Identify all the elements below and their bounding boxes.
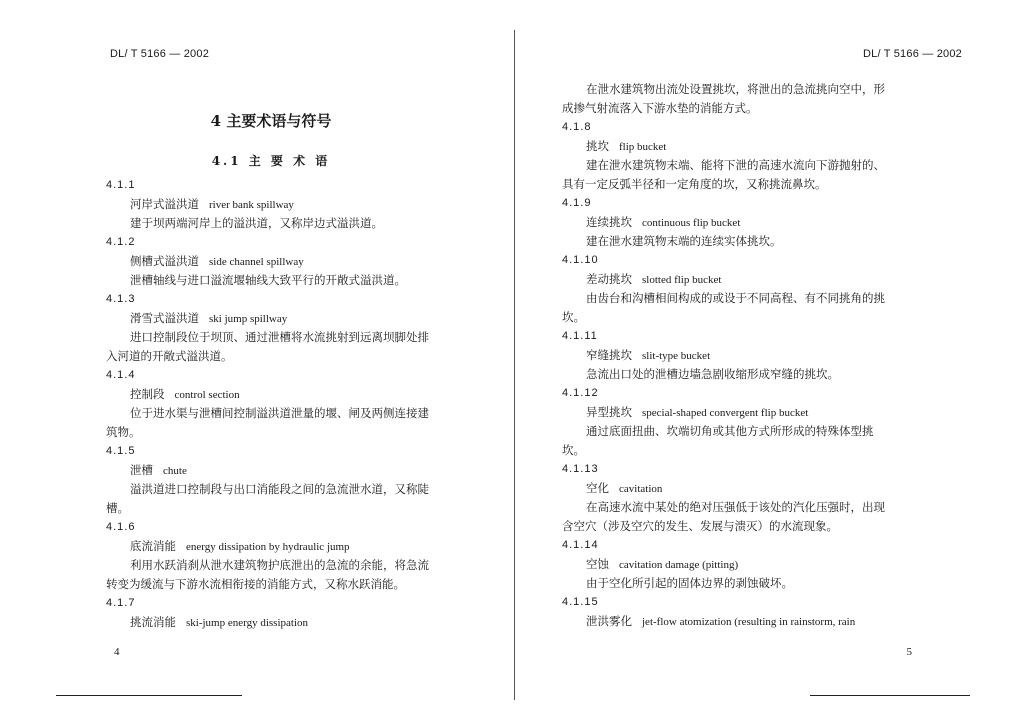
term-chinese: 挑流消能 (130, 615, 176, 629)
term-english: cavitation (619, 483, 663, 495)
clause-number: 4.1.2 (106, 236, 136, 248)
term-definition-continued: 槽。 (106, 501, 129, 515)
term-entry (562, 270, 928, 289)
term-english: continuous flip bucket (642, 217, 741, 229)
term-definition-continued: 坎。 (562, 310, 585, 324)
clause-number: 4.1.5 (106, 445, 136, 457)
term-english: river bank spillway (209, 199, 294, 211)
term-definition: 进口控制段位于坝顶、通过泄槽将水流挑射到远离坝脚处排 (130, 330, 429, 344)
term-chinese: 空蚀 (586, 557, 609, 571)
term-chinese: 异型挑坎 (586, 405, 632, 419)
term-definition: 在高速水流中某处的绝对压强低于该处的汽化压强时，出现 (586, 500, 885, 514)
term-english: slotted flip bucket (642, 274, 722, 286)
term-entry (106, 309, 460, 328)
footer-rule (56, 695, 242, 696)
term-chinese: 泄槽 (130, 463, 153, 477)
term-entry (562, 213, 928, 232)
term-definition: 溢洪道进口控制段与出口消能段之间的急流泄水道，又称陡 (130, 482, 429, 496)
clause-number: 4.1.3 (106, 293, 136, 305)
left-body-text (106, 176, 460, 632)
term-entry (106, 613, 460, 632)
term-definition-continued: 坎。 (562, 443, 585, 457)
term-definition: 利用水跃消刹从泄水建筑物护底泄出的急流的余能，将急流 (130, 558, 429, 572)
term-definition-continued: 成掺气射流落入下游水垫的消能方式。 (562, 101, 758, 115)
term-definition: 建在泄水建筑物末端、能将下泄的高速水流向下游抛射的、 (586, 158, 885, 172)
term-chinese: 泄洪雾化 (586, 614, 632, 628)
term-entry (562, 137, 928, 156)
term-english: jet-flow atomization (resulting in rainstorm, rain (642, 616, 856, 628)
term-entry (562, 346, 928, 365)
term-english: side channel spillway (209, 256, 304, 268)
term-english: control section (174, 389, 240, 401)
term-entry (562, 555, 928, 574)
term-english: flip bucket (619, 141, 667, 153)
term-definition-continued: 转变为缓流与下游水流相衔接的消能方式，又称水跃消能。 (106, 577, 405, 591)
document-code-header: DL/ T 5166 — 2002 (110, 48, 210, 60)
term-chinese: 控制段 (130, 387, 165, 401)
document-code-header: DL/ T 5166 — 2002 (862, 48, 962, 60)
clause-number: 4.1.1 (106, 179, 136, 191)
term-entry (562, 479, 928, 498)
section-title: 4.1 主 要 术 语 (211, 154, 331, 168)
term-english: chute (163, 465, 187, 477)
term-english: ski jump spillway (209, 313, 288, 325)
term-entry (106, 461, 460, 480)
term-definition-continued: 含空穴（涉及空穴的发生、发展与溃灭）的水流现象。 (562, 519, 838, 533)
term-definition: 在泄水建筑物出流处设置挑坎，将泄出的急流挑向空中，形 (586, 82, 885, 96)
clause-number: 4.1.11 (562, 330, 598, 342)
term-definition: 急流出口处的泄槽边墙急剧收缩形成窄缝的挑坎。 (586, 367, 839, 381)
term-chinese: 挑坎 (586, 139, 609, 153)
term-definition-continued: 入河道的开敞式溢洪道。 (106, 349, 233, 363)
term-entry (106, 537, 460, 556)
right-page (512, 0, 1024, 724)
clause-number: 4.1.14 (562, 539, 599, 551)
term-entry (562, 403, 928, 422)
chapter-title: 4 主要术语与符号 (210, 112, 332, 130)
term-definition-continued: 具有一定反弧半径和一定角度的坎，又称挑流鼻坎。 (562, 177, 827, 191)
footer-rule (810, 695, 970, 696)
term-english: ski-jump energy dissipation (186, 617, 309, 629)
page-number: 4 (114, 646, 120, 658)
term-chinese: 窄缝挑坎 (586, 348, 632, 362)
term-chinese: 空化 (586, 481, 609, 495)
term-definition: 建在泄水建筑物末端的连续实体挑坎。 (586, 234, 782, 248)
clause-number: 4.1.7 (106, 597, 136, 609)
term-chinese: 差动挑坎 (586, 272, 632, 286)
right-body-text (562, 80, 928, 631)
clause-number: 4.1.12 (562, 387, 599, 399)
clause-number: 4.1.15 (562, 596, 599, 608)
term-entry (106, 252, 460, 271)
term-chinese: 侧槽式溢洪道 (130, 254, 199, 268)
term-definition: 位于进水渠与泄槽间控制溢洪道泄量的堰、闸及两侧连接建 (130, 406, 429, 420)
clause-number: 4.1.9 (562, 197, 592, 209)
term-english: cavitation damage (pitting) (619, 559, 739, 571)
clause-number: 4.1.6 (106, 521, 136, 533)
term-entry (106, 385, 460, 404)
term-definition: 由于空化所引起的固体边界的剥蚀破坏。 (586, 576, 793, 590)
clause-number: 4.1.4 (106, 369, 136, 381)
clause-number: 4.1.10 (562, 254, 599, 266)
term-definition: 由齿台和沟槽相间构成的或设于不同高程、有不同挑角的挑 (586, 291, 885, 305)
term-definition: 通过底面扭曲、坎端切角或其他方式所形成的特殊体型挑 (586, 424, 874, 438)
term-english: slit-type bucket (642, 350, 711, 362)
page-number: 5 (906, 646, 912, 658)
term-definition: 建于坝两端河岸上的溢洪道，又称岸边式溢洪道。 (130, 216, 383, 230)
term-entry (106, 195, 460, 214)
term-entry (562, 612, 928, 631)
term-chinese: 河岸式溢洪道 (130, 197, 199, 211)
term-english: special-shaped convergent flip bucket (642, 407, 809, 419)
term-definition-continued: 筑物。 (106, 425, 141, 439)
term-english: energy dissipation by hydraulic jump (186, 541, 350, 553)
term-definition: 泄槽轴线与进口溢流堰轴线大致平行的开敞式溢洪道。 (130, 273, 406, 287)
term-chinese: 连续挑坎 (586, 215, 632, 229)
term-chinese: 底流消能 (130, 539, 176, 553)
term-chinese: 滑雪式溢洪道 (130, 311, 199, 325)
clause-number: 4.1.13 (562, 463, 599, 475)
clause-number: 4.1.8 (562, 121, 592, 133)
